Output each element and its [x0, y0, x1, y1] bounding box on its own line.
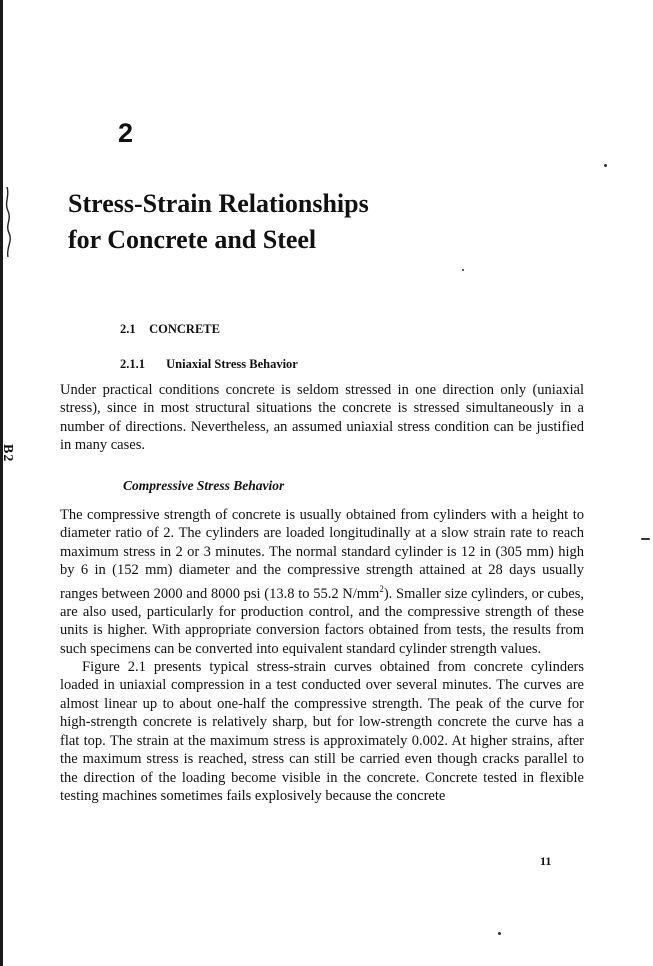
paragraph2-text-after: ). Smaller size cylinders, or cubes, are also used, particularly for production control, and the compressive strength of these units is higher. With appropriate conversion factors obtained from tests, the results from such specimens can be converted into equivalent standard cylinder strength values.: [60, 585, 584, 657]
section-number: 2.1: [120, 322, 136, 336]
body-text: [60, 506, 584, 805]
subsection-number: 2.1.1: [120, 357, 145, 371]
superscript-2: 2: [379, 583, 384, 594]
binding-edge: [0, 0, 3, 966]
chapter-title-line-2: for Concrete and Steel: [68, 225, 317, 254]
chapter-number: 2: [118, 118, 134, 148]
subheading-compressive: Compressive Stress Behavior: [123, 478, 285, 493]
section-title: CONCRETE: [149, 322, 220, 336]
margin-handwriting: [2, 185, 12, 260]
margin-label: B2: [0, 444, 15, 463]
paragraph-compressive-strength: [60, 506, 584, 658]
intro-paragraph: [60, 381, 584, 455]
subsection-heading: [120, 357, 298, 372]
subsection-title: Uniaxial Stress Behavior: [166, 357, 298, 371]
intro-paragraph-text: Under practical conditions concrete is seldom stressed in one direction only (uniaxial stress), since in most structural situations the concrete is stressed simultaneously in a number of directions. Nevertheless, an assumed uniaxial stress condition can be justified in many cases.: [60, 382, 584, 454]
scan-mark: [641, 538, 650, 540]
scan-speck: [498, 932, 501, 935]
chapter-title: [68, 186, 568, 258]
section-heading: [120, 322, 220, 337]
page-number: 11: [540, 854, 552, 868]
paragraph-stress-strain-curves: Figure 2.1 presents typical stress-strain curves obtained from concrete cylinders loaded in uniaxial compression in a test conducted over several minutes. The curves are almost linear up to about one-half the compressive strength. The peak of the curve for high-strength concrete is relatively sharp, but for low-strength concrete the curve has a flat top. The strain at the maximum stress is approximately 0.002. At higher strains, after the maximum stress is reached, stress can still be carried even though cracks parallel to the direction of the loading become visible in the concrete. Concrete tested in flexible testing machines sometimes fails explosively because the concrete: [60, 659, 584, 804]
paragraph2-text-before: The compressive strength of concrete is usually obtained from cylinders with a height to diameter ratio of 2. The cylinders are loaded longitudinally at a slow strain rate to reach maximum stress in 2 or 3 minutes. The normal standard cylinder is 12 in (305 mm) high by 6 in (152 mm) diameter and the compressive strength attained at 28 days usually ranges between 2000 and 8000 psi (13.8 to 55.2 N/mm: [60, 507, 584, 602]
scan-speck: [462, 269, 464, 271]
scan-speck: [604, 164, 607, 167]
chapter-title-line-1: Stress-Strain Relationships: [68, 189, 369, 218]
